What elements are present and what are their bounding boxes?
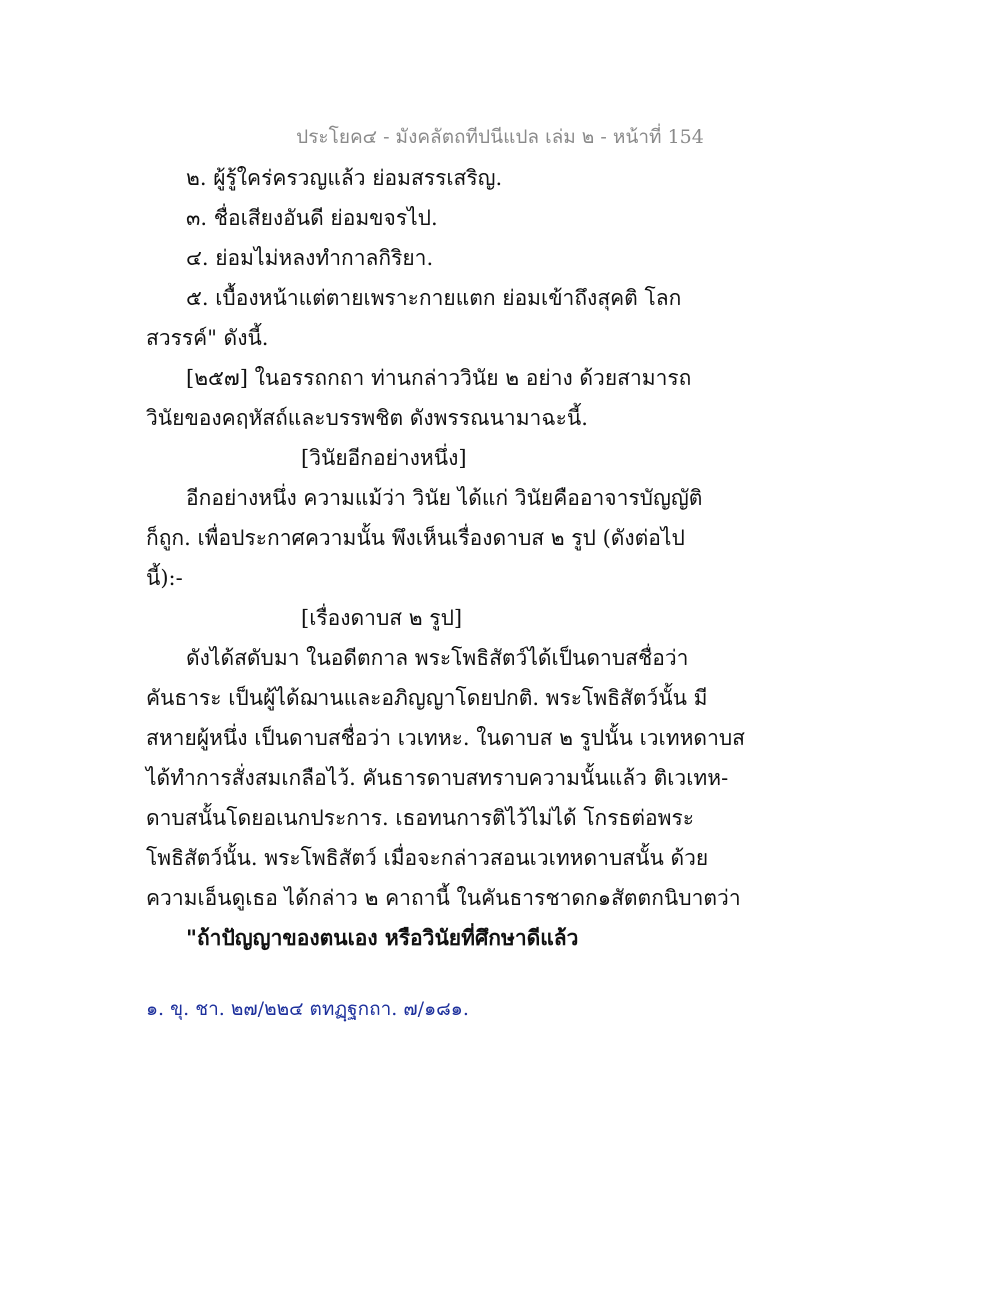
text-line: สวรรค์" ดังนี้. xyxy=(146,326,269,350)
page-header: ประโยค๔ - มังคลัตถทีปนีแปล เล่ม ๒ - หน้าที่ 154 xyxy=(296,126,704,148)
verse-line: "ถ้าปัญญาของตนเอง หรือวินัยที่ศึกษาดีแล้ว xyxy=(186,925,579,950)
text-line: โพธิสัตว์นั้น. พระโพธิสัตว์ เมื่อจะกล่าวสอนเวเทหดาบสนั้น ด้วย xyxy=(146,846,709,870)
text-line: ๒. ผู้รู้ใคร่ครวญแล้ว ย่อมสรรเสริญ. xyxy=(186,166,503,190)
text-line: อีกอย่างหนึ่ง ความแม้ว่า วินัย ได้แก่ วินัยคืออาจารบัญญัติ xyxy=(186,486,703,510)
text-line: ดาบสนั้นโดยอเนกประการ. เธอทนการติไว้ไม่ได้ โกรธต่อพระ xyxy=(146,806,694,830)
text-line: ๕. เบื้องหน้าแต่ตายเพราะกายแตก ย่อมเข้าถึงสุคติ โลก xyxy=(186,286,682,310)
text-line: ๓. ชื่อเสียงอันดี ย่อมขจรไป. xyxy=(186,206,438,230)
section-heading: [เรื่องดาบส ๒ รูป] xyxy=(301,606,463,630)
text-line: วินัยของคฤหัสถ์และบรรพชิต ดังพรรณนามาฉะนี้. xyxy=(146,406,588,430)
text-line: สหายผู้หนึ่ง เป็นดาบสชื่อว่า เวเทหะ. ในดาบส ๒ รูปนั้น เวเทหดาบส xyxy=(146,726,746,750)
text-line: ก็ถูก. เพื่อประกาศความนั้น พึงเห็นเรื่องดาบส ๒ รูป (ดังต่อไป xyxy=(146,526,685,550)
body-text xyxy=(146,158,746,958)
text-line: ความเอ็นดูเธอ ได้กล่าว ๒ คาถานี้ ในคันธารชาดก๑สัตตกนิบาตว่า xyxy=(146,886,741,910)
text-line: ได้ทำการสั่งสมเกลือไว้. คันธารดาบสทราบความนั้นแล้ว ติเวเทห- xyxy=(146,766,729,790)
footnote: ๑. ขุ. ชา. ๒๗/๒๒๔ ตทฏฺฐกถา. ๗/๑๘๑. xyxy=(146,998,469,1020)
text-line: นี้):- xyxy=(146,566,183,590)
text-line: [๒๕๗] ในอรรถกถา ท่านกล่าววินัย ๒ อย่าง ด้วยสามารถ xyxy=(186,366,692,390)
section-heading: [วินัยอีกอย่างหนึ่ง] xyxy=(301,446,467,470)
text-line: ๔. ย่อมไม่หลงทำกาลกิริยา. xyxy=(186,246,434,270)
text-line: ดังได้สดับมา ในอดีตกาล พระโพธิสัตว์ได้เป็นดาบสชื่อว่า xyxy=(186,646,689,670)
text-line: คันธาระ เป็นผู้ได้ฌานและอภิญญาโดยปกติ. พระโพธิสัตว์นั้น มี xyxy=(146,686,708,710)
